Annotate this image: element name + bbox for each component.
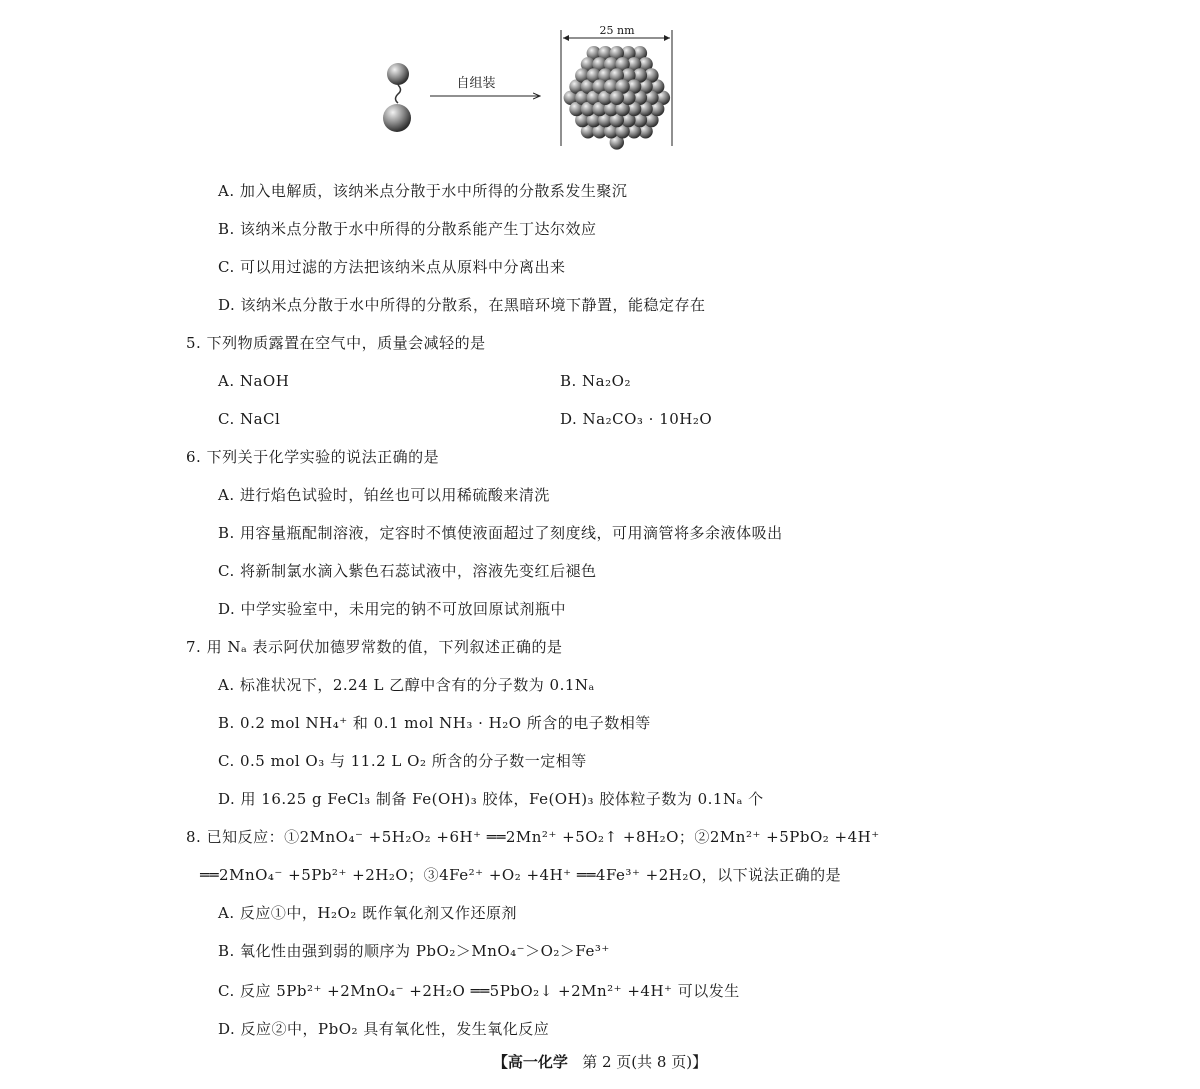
molecule-icon bbox=[383, 63, 411, 132]
q8-stem-line2: ══2MnO₄⁻ +5Pb²⁺ +2H₂O；③4Fe²⁺ +O₂ +4H⁺ ══4Fe³⁺ +2H₂O，以下说法正确的是 bbox=[200, 866, 842, 884]
q8-stem-line1: 8. 已知反应：①2MnO₄⁻ +5H₂O₂ +6H⁺ ══2Mn²⁺ +5O₂↑ +8H₂O；②2Mn²⁺ +5PbO₂ +4H⁺ bbox=[186, 828, 880, 846]
q6-option-d: D. 中学实验室中，未用完的钠不可放回原试剂瓶中 bbox=[218, 600, 567, 618]
q8-option-c: C. 反应 5Pb²⁺ +2MnO₄⁻ +2H₂O ══5PbO₂↓ +2Mn²⁺ +4H⁺ 可以发生 bbox=[218, 982, 740, 1000]
q7-option-a: A. 标准状况下，2.24 L 乙醇中含有的分子数为 0.1Nₐ bbox=[218, 676, 595, 694]
q8-option-d: D. 反应②中，PbO₂ 具有氧化性，发生氧化反应 bbox=[218, 1020, 550, 1038]
q5-option-d: D. Na₂CO₃ · 10H₂O bbox=[560, 410, 713, 428]
footer-page: 第 2 页(共 8 页)】 bbox=[582, 1053, 708, 1071]
page-footer bbox=[0, 1052, 1200, 1072]
self-assembly-figure bbox=[370, 22, 690, 152]
q4-option-a: A. 加入电解质，该纳米点分散于水中所得的分散系发生聚沉 bbox=[218, 182, 628, 200]
q6-option-c: C. 将新制氯水滴入紫色石蕊试液中，溶液先变红后褪色 bbox=[218, 562, 597, 580]
q7-stem: 7. 用 Nₐ 表示阿伏加德罗常数的值，下列叙述正确的是 bbox=[186, 638, 563, 656]
q7-option-c: C. 0.5 mol O₃ 与 11.2 L O₂ 所含的分子数一定相等 bbox=[218, 752, 587, 770]
q4-option-c: C. 可以用过滤的方法把该纳米点从原料中分离出来 bbox=[218, 258, 566, 276]
q4-option-b: B. 该纳米点分散于水中所得的分散系能产生丁达尔效应 bbox=[218, 220, 597, 238]
q8-option-b: B. 氧化性由强到弱的顺序为 PbO₂＞MnO₄⁻＞O₂＞Fe³⁺ bbox=[218, 942, 610, 960]
nanosphere-ball bbox=[610, 91, 624, 105]
q7-option-d: D. 用 16.25 g FeCl₃ 制备 Fe(OH)₃ 胶体，Fe(OH)₃ 胶体粒子数为 0.1Nₐ 个 bbox=[218, 790, 764, 808]
q5-option-c: C. NaCl bbox=[218, 410, 281, 428]
q6-option-a: A. 进行焰色试验时，铂丝也可以用稀硫酸来清洗 bbox=[218, 486, 550, 504]
size-label: 25 nm bbox=[599, 24, 635, 37]
nanosphere-icon bbox=[564, 46, 671, 150]
q6-option-b: B. 用容量瓶配制溶液，定容时不慎使液面超过了刻度线，可用滴管将多余液体吸出 bbox=[218, 524, 783, 542]
q4-option-d: D. 该纳米点分散于水中所得的分散系，在黑暗环境下静置，能稳定存在 bbox=[218, 296, 706, 314]
q5-option-b: B. Na₂O₂ bbox=[560, 372, 631, 390]
q8-option-a: A. 反应①中，H₂O₂ 既作氧化剂又作还原剂 bbox=[218, 904, 518, 922]
q5-stem: 5. 下列物质露置在空气中，质量会减轻的是 bbox=[186, 334, 486, 352]
q7-option-b: B. 0.2 mol NH₄⁺ 和 0.1 mol NH₃ · H₂O 所含的电子数相等 bbox=[218, 714, 651, 732]
q5-option-a: A. NaOH bbox=[218, 372, 290, 390]
q6-stem: 6. 下列关于化学实验的说法正确的是 bbox=[186, 448, 440, 466]
footer-subject: 【高一化学 bbox=[492, 1053, 568, 1071]
arrow-label: 自组装 bbox=[456, 76, 496, 91]
